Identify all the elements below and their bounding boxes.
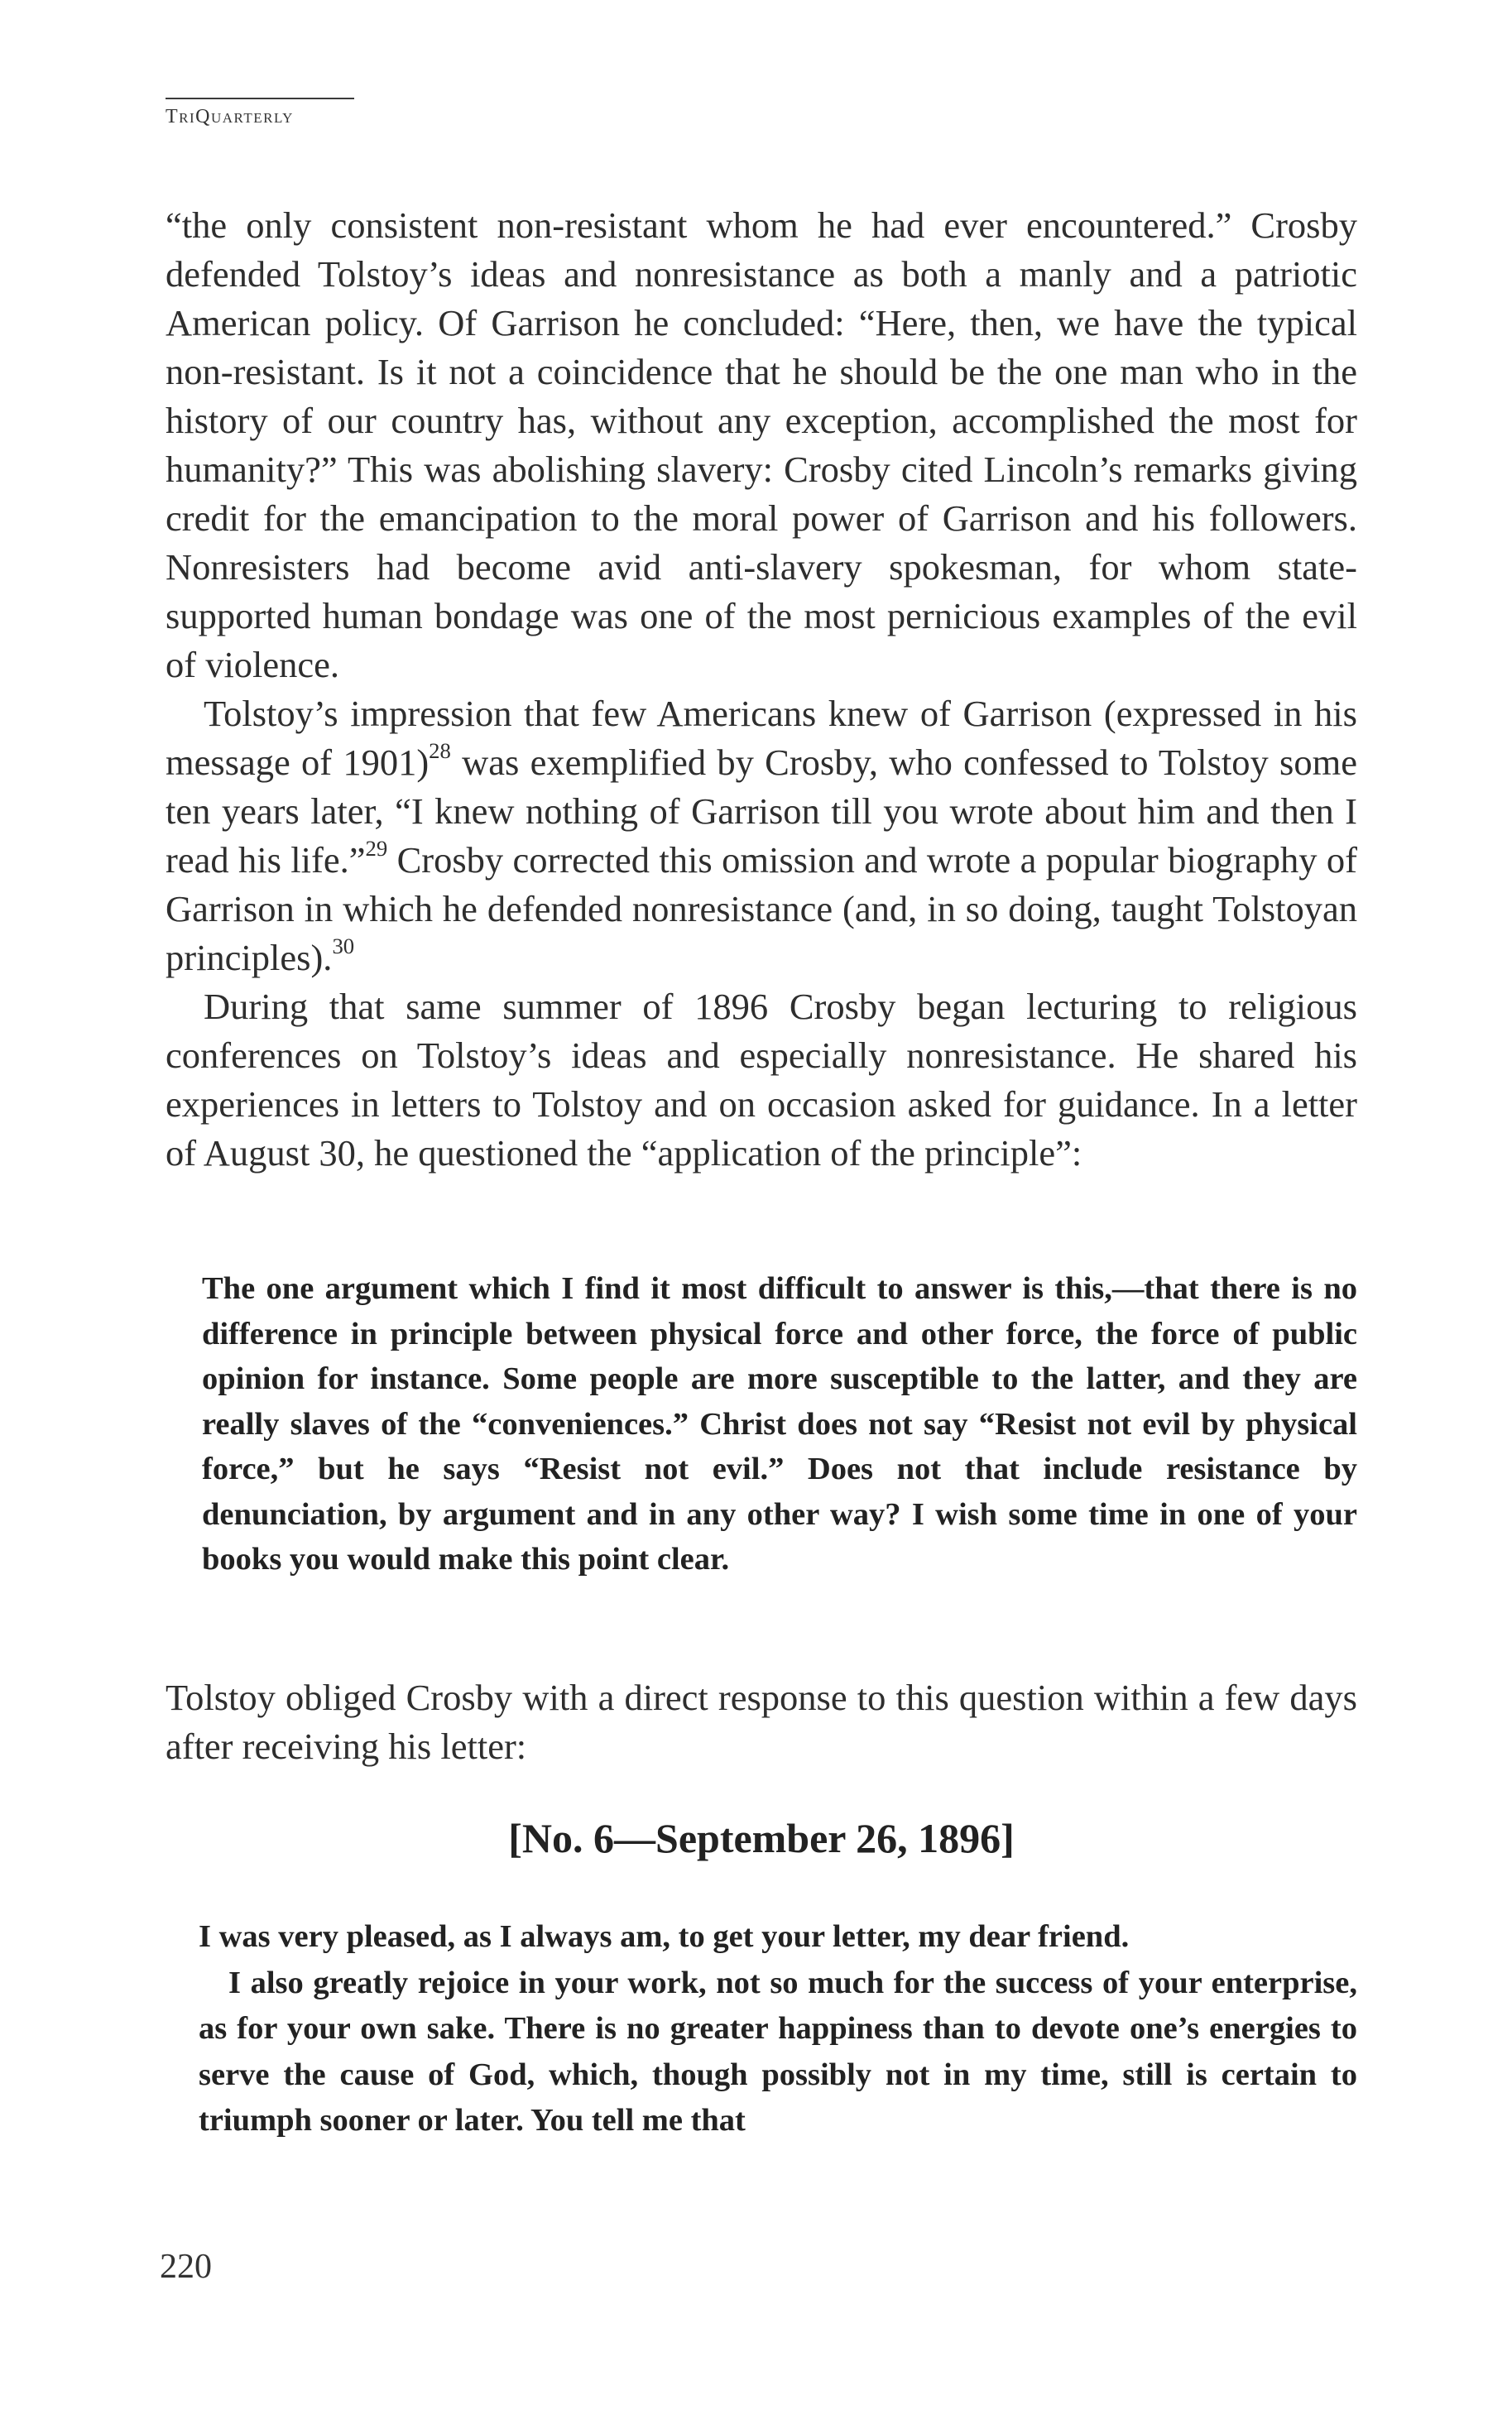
page-number: 220	[160, 2248, 212, 2286]
letter-text	[199, 1914, 1357, 2144]
transition-paragraph-block	[166, 1673, 1357, 1771]
letter-paragraph-1: I was very pleased, as I always am, to get your letter, my dear friend.	[199, 1919, 1130, 1954]
letter-paragraph-2: I also greatly rejoice in your work, not so much for the success of your enterprise, as for your own sake. There is no greater happiness than to devote one’s energies to serve the cause of God, which, though possibly not in my time, still is certain to triumph sooner or later. You tell me that	[199, 1965, 1357, 2138]
blockquote-text: The one argument which I find it most difficult to answer is this,—that there is no difference in principle between physical force and other force, the force of public opinion for instance. Some people are more susceptible to the latter, and they are really slaves of the “conveniences.” Christ does not say “Resist not evil by physical force,” but he says “Resist not evil.” Does not that include resistance by denunciation, by argument and in any other way? I wish some time in one of your books you would make this point clear.	[202, 1271, 1357, 1577]
paragraph-1: “the only consistent non-resistant whom he had ever encountered.” Crosby defended Tolstoy’s ideas and nonresistance as both a manly and a patriotic American policy. Of Garrison he concluded: “Here, then, we have the typical non-resistant. Is it not a coincidence that he should be the one man who in the history of our country has, without any exception, accomplished the most for humanity?” This was abolishing slavery: Crosby cited Lincoln’s remarks giving credit for the emancipation to the moral power of Garrison and his followers. Nonresisters had become avid anti-slavery spokesman, for whom state-supported human bondage was one of the most pernicious examples of the evil of violence.	[166, 204, 1357, 685]
paragraph-2	[166, 689, 1357, 982]
header-rule	[166, 98, 354, 99]
paragraph-4: Tolstoy obliged Crosby with a direct response to this question within a few days after receiving his letter:	[166, 1677, 1357, 1767]
paragraph-2-part-1: Tolstoy’s impression that few Americans knew of Garrison (expressed in his message of 1901)	[166, 693, 1357, 783]
running-head: TriQuarterly	[166, 106, 294, 127]
paragraph-2-part-3: Crosby corrected this omission and wrote a popular biography of Garrison in which he defended nonresistance (and, in so doing, taught Tolstoyan principles).	[166, 839, 1357, 978]
footnote-ref-28: 28	[429, 737, 451, 763]
footnote-ref-29: 29	[365, 835, 388, 861]
footnote-ref-30: 30	[332, 933, 355, 958]
letter-heading: [No. 6—September 26, 1896]	[508, 1815, 1015, 1861]
paragraph-3: During that same summer of 1896 Crosby began lecturing to religious conferences on Tolstoy’s ideas and especially nonresistance. He shared his experiences in letters to Tolstoy and on occasion asked for guidance. In a letter of August 30, he questioned the “application of the principle”:	[166, 986, 1357, 1174]
paragraph-2-part-2: was exemplified by Crosby, who confessed to Tolstoy some ten years later, “I knew nothing of Garrison till you wrote about him and then I read his life.”	[166, 742, 1357, 881]
quoted-letter-excerpt	[202, 1266, 1357, 1582]
main-text-block	[166, 201, 1357, 1178]
